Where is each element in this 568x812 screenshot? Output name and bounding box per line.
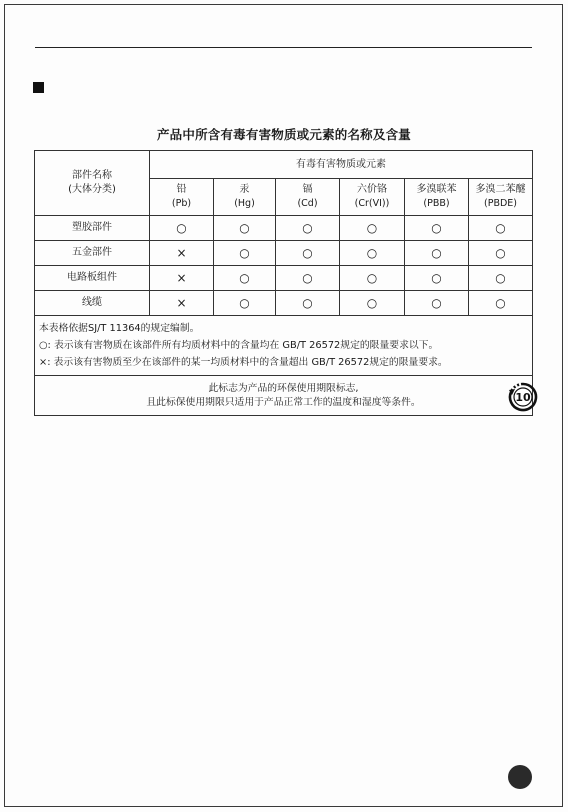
substance-name: 镉 (302, 184, 313, 195)
substance-mark: ○ (214, 216, 276, 241)
substance-mark: ○ (469, 241, 533, 266)
substance-mark: ○ (340, 266, 405, 291)
epup-statement (35, 376, 533, 416)
part-name: 电路板组件 (35, 266, 150, 291)
substance-mark: ○ (405, 266, 469, 291)
substance-mark: ○ (276, 291, 340, 316)
substance-header (469, 179, 533, 216)
substance-mark: ○ (405, 291, 469, 316)
table-row (35, 291, 533, 316)
table-row (35, 266, 533, 291)
table-notes (35, 316, 533, 376)
document-title: 产品中所含有毒有害物质或元素的名称及含量 (156, 127, 411, 142)
substance-symbol: (Cd) (297, 198, 318, 209)
substance-symbol: (PBDE) (484, 198, 518, 209)
substance-symbol: (Hg) (234, 198, 255, 209)
epup-years: 10 (515, 391, 531, 404)
part-name-header-line2: (大体分类) (68, 184, 116, 195)
substance-mark: ○ (469, 216, 533, 241)
part-name: 塑胶部件 (35, 216, 150, 241)
substance-group-header: 有毒有害物质或元素 (150, 151, 533, 179)
substance-name: 多溴联苯 (416, 184, 457, 195)
substance-mark: ○ (150, 216, 214, 241)
substance-symbol: (Cr(VI)) (354, 198, 390, 209)
part-name-header-line1: 部件名称 (72, 170, 112, 181)
substance-mark: ○ (340, 291, 405, 316)
part-name: 五金部件 (35, 241, 150, 266)
substance-header (276, 179, 340, 216)
substance-mark: ○ (276, 266, 340, 291)
section-marker-icon (33, 82, 44, 93)
substance-header (405, 179, 469, 216)
substance-mark: × (150, 291, 214, 316)
substance-header (340, 179, 405, 216)
substance-mark: ○ (340, 216, 405, 241)
note-line: 本表格依据SJ/T 11364的规定编制。 (39, 323, 200, 334)
substance-header (150, 179, 214, 216)
substance-mark: × (150, 266, 214, 291)
substance-mark: ○ (405, 216, 469, 241)
substance-symbol: (PBB) (423, 198, 450, 209)
substance-mark: ○ (405, 241, 469, 266)
substance-name: 汞 (239, 184, 250, 195)
substance-symbol: (Pb) (171, 198, 192, 209)
note-line: ○: 表示该有害物质在该部件所有均质材料中的含量均在 GB/T 26572规定的限量要求以下。 (39, 340, 439, 351)
substance-mark: ○ (214, 266, 276, 291)
epup-line: 此标志为产品的环保使用期限标志, (208, 382, 359, 394)
environmental-protection-use-period-icon (508, 382, 538, 412)
hazardous-substances-table (34, 150, 533, 416)
substance-mark: × (150, 241, 214, 266)
substance-name: 六价铬 (357, 184, 387, 195)
substance-mark: ○ (214, 291, 276, 316)
table-row (35, 216, 533, 241)
table-row (35, 241, 533, 266)
substance-mark: ○ (214, 241, 276, 266)
substance-mark: ○ (276, 216, 340, 241)
part-name-header (35, 151, 150, 216)
substance-mark: ○ (469, 291, 533, 316)
substance-mark: ○ (469, 266, 533, 291)
substance-mark: ○ (340, 241, 405, 266)
substance-name: 铅 (176, 184, 187, 195)
page-number-badge (508, 765, 532, 789)
note-line: ×: 表示该有害物质至少在该部件的某一均质材料中的含量超出 GB/T 26572规定的限量要求。 (39, 357, 448, 368)
substance-header (214, 179, 276, 216)
top-rule (35, 47, 532, 48)
substance-mark: ○ (276, 241, 340, 266)
epup-line: 且此标保使用期限只适用于产品正常工作的温度和湿度等条件。 (146, 396, 421, 408)
part-name: 线缆 (35, 291, 150, 316)
substance-name: 多溴二苯醚 (475, 184, 526, 195)
